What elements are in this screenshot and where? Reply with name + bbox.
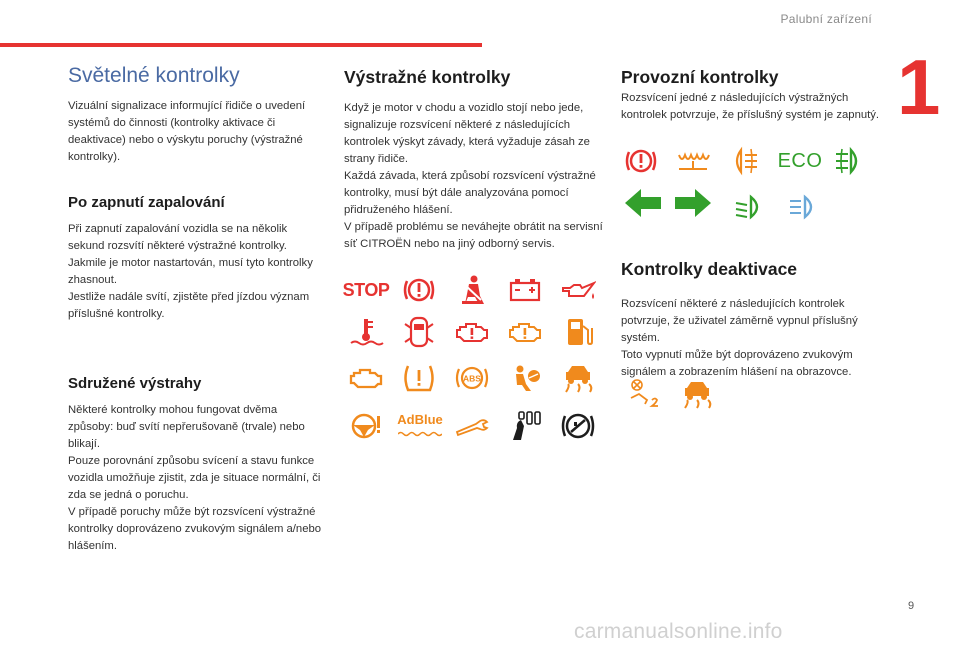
deactivation-heading: Kontrolky deaktivace bbox=[621, 259, 798, 279]
column-warning-lamps bbox=[344, 67, 604, 253]
operating-lamps-text: Rozsvícení jedné z následujících výstražných kontrolek potvrzuje, že příslušný systém je zapnutý. bbox=[621, 92, 880, 121]
combined-heading: Sdružené výstrahy bbox=[68, 375, 202, 392]
foot-brake-icon bbox=[505, 408, 545, 444]
glow-plug-icon bbox=[673, 143, 713, 179]
engine-fault-icon bbox=[452, 314, 492, 350]
ignition-text: Při zapnutí zapalování vozidla se na několik sekund rozsvítí některé výstražné kontrolky. Jakmile je motor nastartován, musí tyto kontrolky zhasnout. Jestliže nadále svítí, zjistěte před jízdou význam příslušné kontrolky. bbox=[68, 223, 313, 320]
engine-fault-outline-icon bbox=[505, 314, 545, 350]
page-title: Světelné kontrolky bbox=[68, 64, 240, 87]
chapter-number: 1 bbox=[897, 43, 941, 131]
warning-lamps-heading: Výstražné kontrolky bbox=[344, 67, 511, 87]
operating-icon-grid bbox=[621, 143, 881, 223]
rear-fog-light-icon bbox=[725, 143, 765, 179]
operating-lamps-heading: Provozní kontrolky bbox=[621, 67, 779, 87]
section-title: Palubní zařízení bbox=[780, 12, 872, 26]
warning-icon-grid bbox=[344, 268, 604, 448]
airbag-icon bbox=[505, 360, 545, 396]
right-turn-indicator-icon bbox=[671, 185, 715, 221]
svg-text:ABS: ABS bbox=[463, 373, 481, 384]
front-fog-light-icon bbox=[829, 143, 869, 179]
deactivation-text: Rozsvícení některé z následujících kontrolek potvrzuje, že uživatel záměrně vypnul příslušný systém. Toto vypnutí může být doprovázeno zvukovým signálem a zobrazením hlášení na obrazovce. bbox=[621, 298, 858, 378]
fuel-icon bbox=[558, 314, 598, 350]
brake-indicator-icon bbox=[621, 143, 661, 179]
intro-text: Vizuální signalizace informující řidiče o uvedení systémů do činnosti (kontrolky aktivace či deaktivace) nebo o výskytu poruchy (výstražné kontrolky). bbox=[68, 100, 306, 163]
tyre-pressure-icon bbox=[399, 360, 439, 396]
ignition-heading: Po zapnutí zapalování bbox=[68, 194, 225, 211]
column-warning-lights-intro bbox=[68, 64, 324, 555]
parking-brake-icon bbox=[558, 408, 598, 444]
header-accent-bar bbox=[0, 43, 482, 47]
combined-text: Některé kontrolky mohou fungovat dvěma způsoby: buď svítí nepřerušovaně (trvale) nebo blikají. Pouze porovnání způsobu svícení a stavu funkce vozidla umožňuje zjistit, zda je situace normální, či zda se jedná o poruchu. V případě poruchy může být rozsvícení výstražné kontrolky doprovázeno zvukovým signálem a/nebo hlášením. bbox=[68, 404, 322, 552]
coolant-temp-icon bbox=[346, 314, 386, 350]
esp-icon bbox=[558, 360, 598, 396]
airbag-off-icon bbox=[623, 376, 663, 412]
eco-icon: ECO bbox=[777, 149, 823, 172]
engine-icon bbox=[346, 360, 386, 396]
service-wrench-icon bbox=[452, 408, 492, 444]
brake-warning-icon bbox=[399, 272, 439, 308]
left-turn-indicator-icon bbox=[621, 185, 665, 221]
battery-icon bbox=[505, 272, 545, 308]
door-open-icon bbox=[399, 314, 439, 350]
steering-icon bbox=[346, 408, 386, 444]
adblue-icon: AdBlue bbox=[396, 408, 444, 444]
esp-off-icon bbox=[677, 376, 717, 412]
stop-icon: STOP bbox=[342, 279, 390, 300]
page-number: 9 bbox=[908, 600, 915, 612]
watermark: carmanualsonline.info bbox=[574, 620, 783, 643]
column-operating-lamps bbox=[621, 67, 881, 124]
warning-lamps-text: Když je motor v chodu a vozidlo stojí nebo jede, signalizuje rozsvícení některé z následujících kontrolek výskyt závady, která vyžaduje zásah ze strany řidiče. Každá závada, která způsobí rozsvícení výstražné kontrolky, musí být dále analyzována pomocí přidruženého hlášení. V případě problému se neváhejte obrátit na servisní síť CITROËN nebo na jiný odborný servis. bbox=[344, 102, 603, 250]
main-beam-icon bbox=[783, 189, 823, 225]
deactivation-icon-grid bbox=[621, 376, 741, 416]
dipped-beam-icon bbox=[729, 189, 769, 225]
seatbelt-icon bbox=[452, 272, 492, 308]
oil-pressure-icon bbox=[558, 272, 598, 308]
column-deactivation-lamps bbox=[621, 259, 881, 381]
abs-icon bbox=[452, 360, 492, 396]
